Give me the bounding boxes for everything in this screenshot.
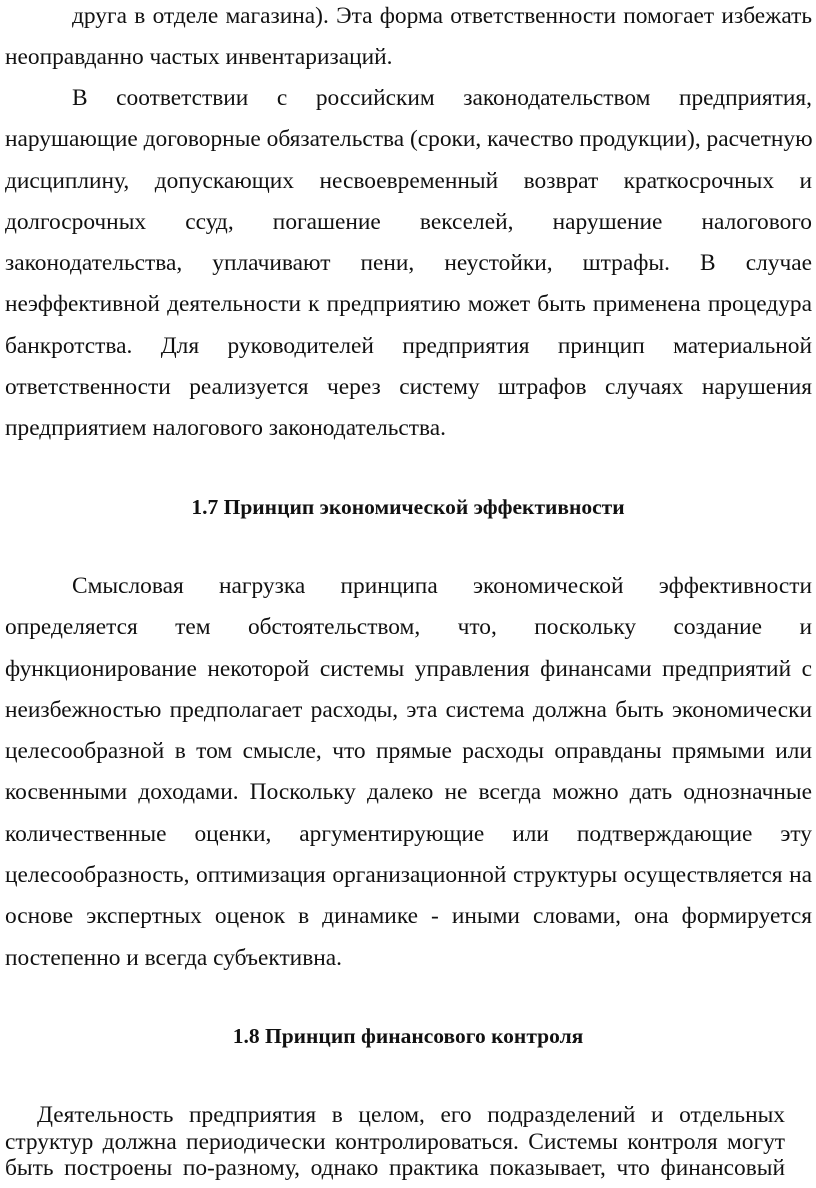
text-line: ответственности реализуется через систему штрафов случаях нарушения [5, 374, 812, 401]
paragraph-efficiency [5, 566, 812, 979]
text-line: быть построены по-разному, однако практика показывает, что финансовый [5, 1155, 785, 1181]
text-line: неэффективной деятельности к предприятию может быть применена процедура [5, 291, 812, 318]
text-line: Смысловая нагрузка принципа экономической эффективности [72, 573, 812, 599]
text-line: определяется тем обстоятельством, что, поскольку создание и [5, 614, 812, 641]
text-line: нарушающие договорные обязательства (сроки, качество продукции), расчетную [5, 126, 813, 153]
paragraph-continuation [5, 0, 812, 79]
section-heading-1-8: 1.8 Принцип финансового контроля [232, 1024, 584, 1048]
text-line: функционирование некоторой системы управления финансами предприятий с [5, 655, 812, 682]
text-line: постепенно и всегда субъективна. [5, 944, 342, 971]
text-line: неоправданно частых инвентаризаций. [5, 44, 393, 71]
text-line: банкротства. Для руководителей предприятия принцип материальной [5, 332, 812, 359]
text-line: количественные оценки, аргументирующие или подтверждающие эту [5, 820, 812, 847]
text-line: косвенными доходами. Поскольку далеко не всегда можно дать однозначные [5, 779, 812, 806]
section-heading-1-7: 1.7 Принцип экономической эффективности [191, 495, 625, 519]
text-line: структур должна периодически контролироваться. Системы контроля могут [5, 1128, 785, 1155]
paragraph-liability [5, 78, 812, 450]
text-line: долгосрочных ссуд, погашение векселей, нарушение налогового [5, 208, 812, 235]
text-line: неизбежностью предполагает расходы, эта система должна быть экономически [5, 696, 812, 723]
text-line: друга в отделе магазина). Эта форма ответственности помогает избежать [72, 3, 812, 29]
text-line: Деятельность предприятия в целом, его подразделений и отдельных [37, 1102, 785, 1128]
paragraph-control [5, 1102, 785, 1182]
text-line: основе экспертных оценок в динамике - иными словами, она формируется [5, 903, 812, 930]
text-line: целесообразность, оптимизация организационной структуры осуществляется на [5, 862, 812, 889]
text-line: законодательства, уплачивают пени, неустойки, штрафы. В случае [5, 250, 812, 277]
text-line: В соответствии с российским законодательством предприятия, [72, 85, 812, 111]
text-line: дисциплину, допускающих несвоевременный возврат краткосрочных и [5, 167, 812, 194]
text-line: целесообразной в том смысле, что прямые расходы оправданы прямыми или [5, 738, 812, 765]
text-line: предприятием налогового законодательства. [5, 415, 446, 442]
